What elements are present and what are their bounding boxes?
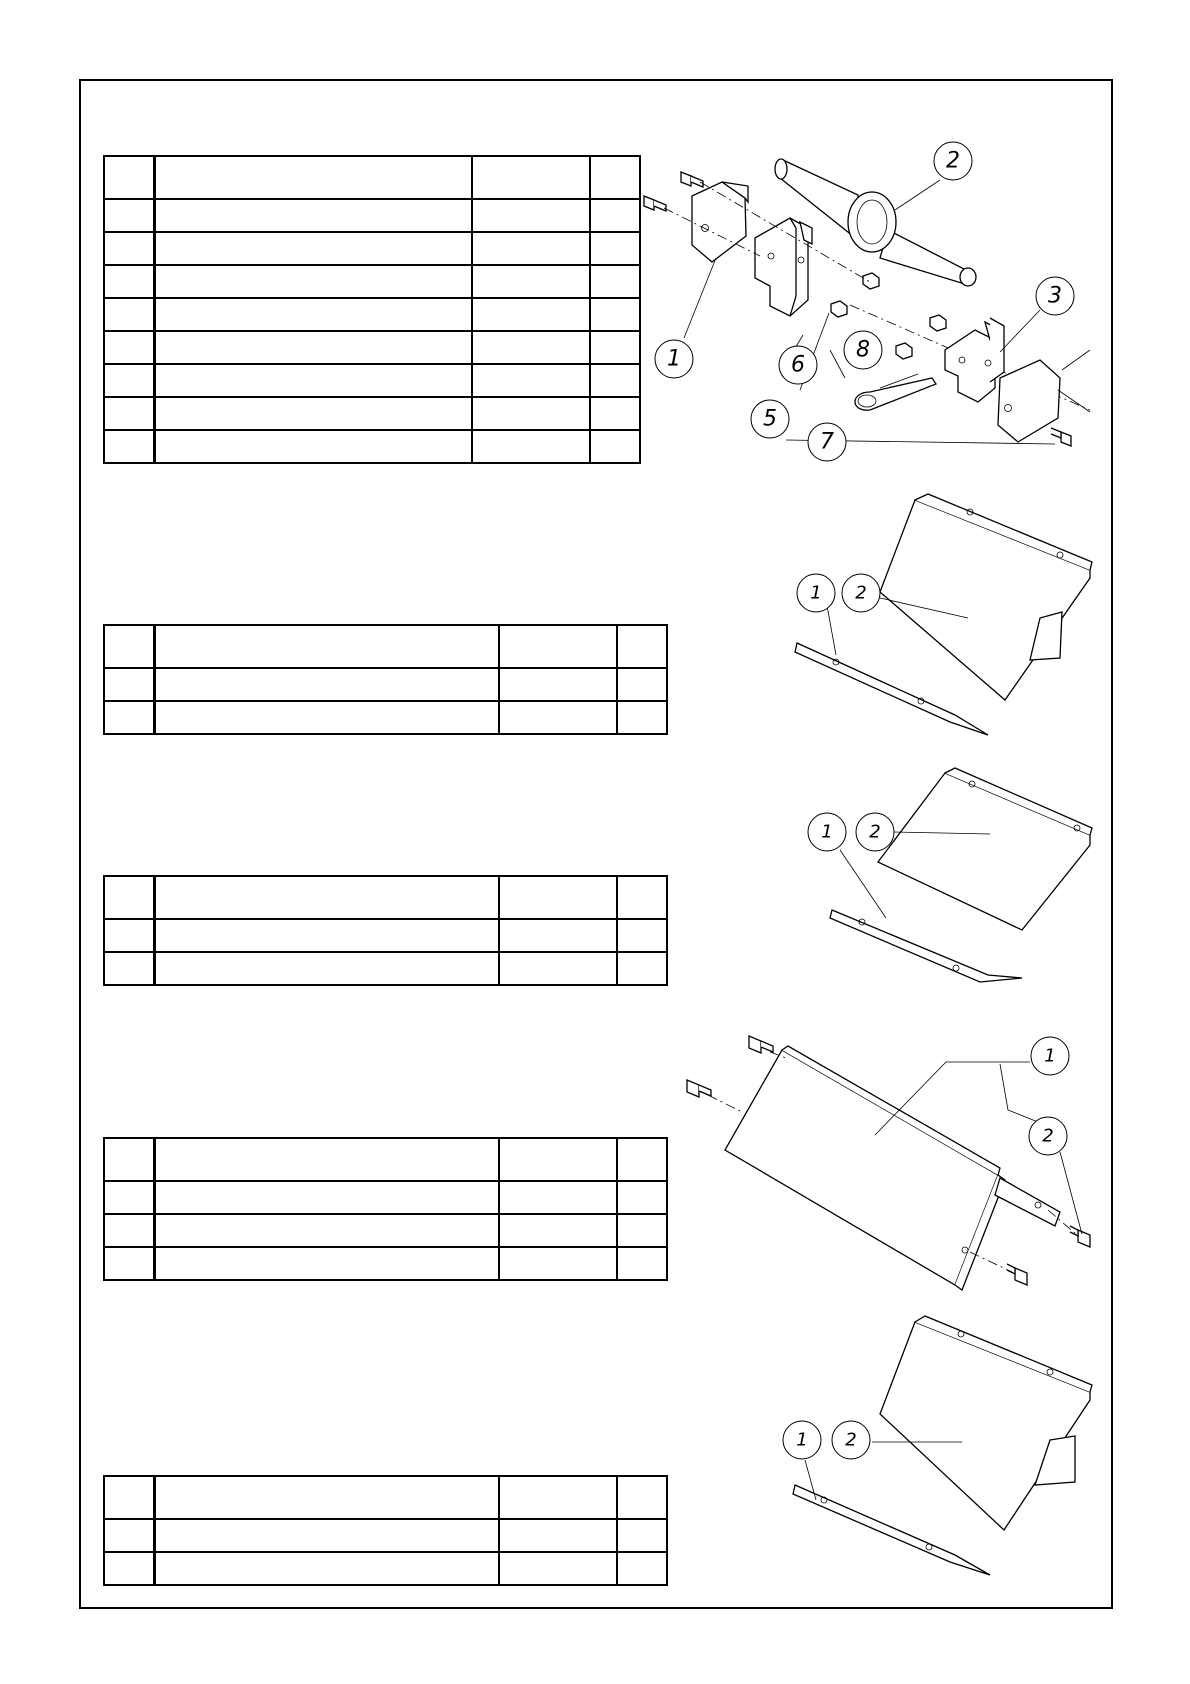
figure-5-guard bbox=[783, 1316, 1092, 1575]
callout-fig1-8: 8 bbox=[856, 337, 870, 363]
callout-fig1-6: 6 bbox=[791, 352, 805, 378]
callout-fig2-2: 2 bbox=[855, 582, 867, 604]
callout-fig1-7: 7 bbox=[820, 429, 834, 455]
callout-fig4-2: 2 bbox=[1042, 1125, 1054, 1147]
figure-3-guard bbox=[808, 768, 1092, 982]
figure-1-hitch-assembly bbox=[644, 142, 1090, 461]
left-clevis-bracket bbox=[755, 218, 812, 316]
callout-fig3-2: 2 bbox=[869, 821, 881, 843]
callout-fig5-1: 1 bbox=[796, 1429, 808, 1451]
figure-4-side-guard bbox=[687, 1036, 1090, 1290]
callout-fig1-2: 2 bbox=[946, 148, 960, 174]
right-clevis-bracket bbox=[945, 318, 1004, 402]
callout-fig5-2: 2 bbox=[845, 1429, 857, 1451]
callout-fig4-1: 1 bbox=[1044, 1045, 1056, 1067]
callout-fig2-1: 1 bbox=[810, 582, 822, 604]
callout-fig3-1: 1 bbox=[821, 821, 833, 843]
callout-fig1-3: 3 bbox=[1048, 283, 1062, 309]
right-bracket-plate bbox=[998, 350, 1090, 442]
figure-2-guard bbox=[795, 494, 1092, 735]
callout-fig1-1: 1 bbox=[667, 346, 681, 372]
callout-fig1-5: 5 bbox=[763, 406, 777, 432]
lynch-pin bbox=[855, 374, 936, 410]
